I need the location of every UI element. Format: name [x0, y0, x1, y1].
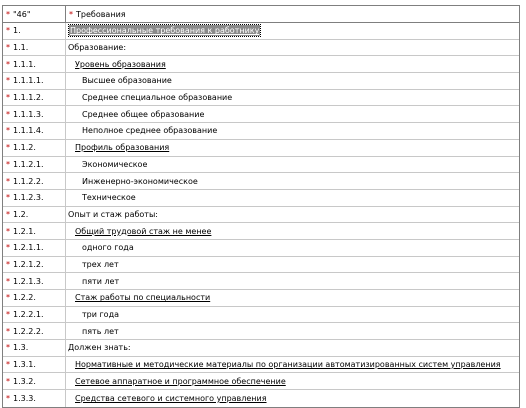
required-marker: * — [6, 343, 10, 353]
required-marker: * — [6, 310, 10, 320]
row-text-cell[interactable] — [66, 23, 519, 39]
row-number: 1.1.2.2. — [13, 176, 44, 186]
row-text-cell[interactable] — [66, 173, 519, 189]
required-marker: * — [6, 376, 10, 386]
row-text-link[interactable]: Средства сетевого и системного управления — [75, 393, 267, 403]
table-row[interactable] — [3, 207, 519, 224]
row-text: Техническое — [82, 193, 136, 203]
required-marker: * — [6, 243, 10, 253]
row-text-cell[interactable] — [66, 106, 519, 122]
row-number: 1.1.1.3. — [13, 109, 44, 119]
row-text-cell[interactable] — [66, 123, 519, 139]
row-number-cell[interactable] — [3, 106, 66, 122]
row-text: Неполное среднее образование — [82, 126, 218, 136]
row-text: Среднее общее образование — [82, 109, 205, 119]
row-number: 1.1. — [13, 43, 29, 53]
row-text-cell[interactable] — [66, 223, 519, 239]
required-marker: * — [6, 193, 10, 203]
table-row-selected[interactable] — [3, 23, 519, 40]
row-text: Образование: — [68, 43, 127, 53]
row-number: 1.3.1. — [13, 360, 36, 370]
required-marker: * — [6, 259, 10, 269]
row-text-link[interactable]: Стаж работы по специальности — [75, 293, 211, 303]
row-text-cell[interactable] — [66, 73, 519, 89]
table-row[interactable] — [3, 157, 519, 174]
row-text-cell[interactable] — [66, 390, 519, 407]
required-marker: * — [6, 143, 10, 153]
required-marker: * — [6, 226, 10, 236]
header-number-label: "46" — [13, 9, 31, 19]
row-number-cell[interactable] — [3, 373, 66, 389]
row-number-cell[interactable] — [3, 223, 66, 239]
row-text-cell[interactable] — [66, 340, 519, 356]
row-number: 1.1.1.1. — [13, 76, 44, 86]
row-text: Экономическое — [82, 159, 148, 169]
table-row[interactable] — [3, 56, 519, 73]
row-number: 1.2. — [13, 209, 29, 219]
row-number: 1.2.2.2. — [13, 326, 44, 336]
row-number: 1.1.2. — [13, 143, 36, 153]
row-text: Опыт и стаж работы: — [68, 209, 158, 219]
row-number-cell[interactable] — [3, 307, 66, 323]
row-number: 1.1.1.2. — [13, 93, 44, 103]
row-text-cell[interactable] — [66, 323, 519, 339]
table-row[interactable] — [3, 40, 519, 57]
row-number: 1.1.2.3. — [13, 193, 44, 203]
row-number-cell[interactable] — [3, 323, 66, 339]
table-row[interactable] — [3, 90, 519, 107]
required-marker: * — [6, 93, 10, 103]
row-text: Высшее образование — [82, 76, 172, 86]
header-title-cell[interactable] — [66, 6, 519, 22]
required-marker: * — [6, 59, 10, 69]
row-text: Среднее специальное образование — [82, 93, 233, 103]
row-text-cell[interactable] — [66, 290, 519, 306]
row-number: 1. — [13, 26, 21, 36]
required-marker: * — [6, 360, 10, 370]
row-text-cell[interactable] — [66, 157, 519, 173]
table-row[interactable] — [3, 140, 519, 157]
row-text-link[interactable]: Сетевое аппаратное и программное обеспечение — [75, 376, 286, 386]
row-number-cell[interactable] — [3, 140, 66, 156]
required-marker: * — [6, 126, 10, 136]
row-number-cell[interactable] — [3, 357, 66, 373]
row-text-cell[interactable] — [66, 56, 519, 72]
row-number-cell[interactable] — [3, 73, 66, 89]
row-text: пять лет — [82, 326, 119, 336]
row-text: одного года — [82, 243, 134, 253]
row-number-cell[interactable] — [3, 207, 66, 223]
table-row[interactable] — [3, 73, 519, 90]
row-text-cell[interactable] — [66, 207, 519, 223]
required-marker: * — [6, 76, 10, 86]
row-text: трех лет — [82, 259, 119, 269]
row-text-cell[interactable] — [66, 40, 519, 56]
requirements-table — [2, 5, 520, 408]
row-number-cell[interactable] — [3, 273, 66, 289]
row-text-link[interactable]: Профиль образования — [75, 143, 170, 153]
row-number-cell[interactable] — [3, 190, 66, 206]
required-marker: * — [69, 9, 73, 19]
required-marker: * — [6, 209, 10, 219]
table-row[interactable] — [3, 273, 519, 290]
row-number-cell[interactable] — [3, 56, 66, 72]
table-row[interactable] — [3, 373, 519, 390]
row-text-cell[interactable] — [66, 90, 519, 106]
row-number: 1.2.2.1. — [13, 310, 44, 320]
table-row[interactable] — [3, 190, 519, 207]
required-marker: * — [6, 393, 10, 403]
row-number-cell[interactable] — [3, 40, 66, 56]
row-text: три года — [82, 310, 120, 320]
required-marker: * — [6, 159, 10, 169]
table-row[interactable] — [3, 240, 519, 257]
required-marker: * — [6, 26, 10, 36]
row-number: 1.2.1.3. — [13, 276, 44, 286]
table-row[interactable] — [3, 307, 519, 324]
required-marker: * — [6, 43, 10, 53]
table-row[interactable] — [3, 340, 519, 357]
required-marker: * — [6, 276, 10, 286]
table-row[interactable] — [3, 290, 519, 307]
required-marker: * — [6, 176, 10, 186]
row-text: Инженерно-экономическое — [82, 176, 198, 186]
row-number-cell[interactable] — [3, 123, 66, 139]
row-number-cell[interactable] — [3, 390, 66, 407]
row-text-cell[interactable] — [66, 190, 519, 206]
row-number: 1.3. — [13, 343, 29, 353]
row-number-cell[interactable] — [3, 90, 66, 106]
row-text-cell[interactable] — [66, 273, 519, 289]
row-text: Должен знать: — [68, 343, 131, 353]
header-title-label: Требования — [76, 9, 126, 19]
row-text-cell[interactable] — [66, 257, 519, 273]
row-number: 1.1.2.1. — [13, 159, 44, 169]
required-marker: * — [6, 9, 10, 19]
required-marker: * — [6, 109, 10, 119]
row-number-cell[interactable] — [3, 157, 66, 173]
row-text-cell[interactable] — [66, 140, 519, 156]
row-text-cell[interactable] — [66, 373, 519, 389]
table-row[interactable] — [3, 357, 519, 374]
row-number: 1.2.1.1. — [13, 243, 44, 253]
row-number-cell[interactable] — [3, 173, 66, 189]
row-number: 1.1.1.4. — [13, 126, 44, 136]
row-number: 1.3.2. — [13, 376, 36, 386]
table-row[interactable] — [3, 390, 519, 407]
row-text-link[interactable]: Уровень образования — [75, 59, 166, 69]
table-row[interactable] — [3, 257, 519, 274]
row-number: 1.2.2. — [13, 293, 36, 303]
row-number-cell[interactable] — [3, 290, 66, 306]
required-marker: * — [6, 293, 10, 303]
row-text-link[interactable]: Профессиональные требования к работнику — [70, 26, 260, 36]
table-row[interactable] — [3, 123, 519, 140]
row-text-link[interactable]: Общий трудовой стаж не менее — [75, 226, 212, 236]
row-text-link[interactable]: Нормативные и методические материалы по организации автоматизированных систем управления — [75, 360, 501, 370]
table-row[interactable] — [3, 223, 519, 240]
row-number: 1.1.1. — [13, 59, 36, 69]
table-row[interactable] — [3, 173, 519, 190]
row-text-cell[interactable] — [66, 307, 519, 323]
row-number: 1.2.1. — [13, 226, 36, 236]
row-number-cell[interactable] — [3, 257, 66, 273]
header-number-cell[interactable] — [3, 6, 66, 22]
required-marker: * — [6, 326, 10, 336]
row-text-cell[interactable] — [66, 357, 519, 373]
row-text-cell[interactable] — [66, 240, 519, 256]
row-text: пяти лет — [82, 276, 120, 286]
row-number: 1.2.1.2. — [13, 259, 44, 269]
table-header — [3, 6, 519, 23]
row-number-cell[interactable] — [3, 23, 66, 39]
row-number: 1.3.3. — [13, 393, 36, 403]
table-row[interactable] — [3, 323, 519, 340]
table-row[interactable] — [3, 106, 519, 123]
row-number-cell[interactable] — [3, 340, 66, 356]
row-number-cell[interactable] — [3, 240, 66, 256]
